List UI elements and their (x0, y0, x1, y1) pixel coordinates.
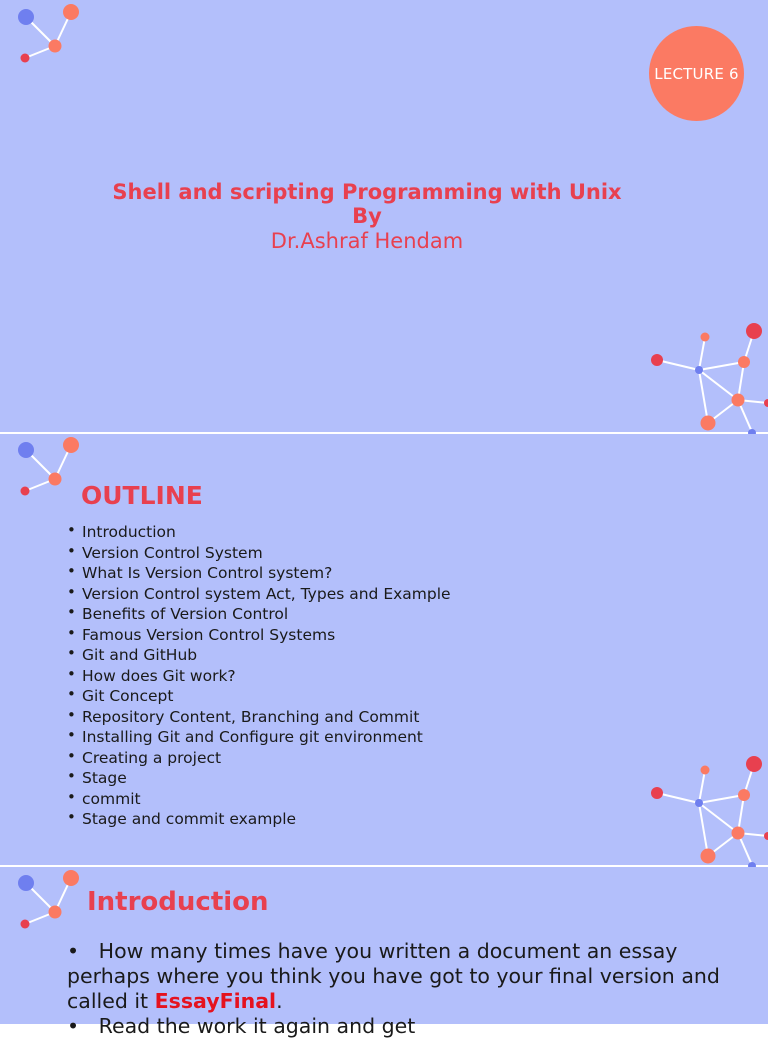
outline-item (67, 625, 451, 646)
bullet-icon: • (67, 664, 76, 683)
outline-item (67, 707, 451, 728)
outline-item-label: Creating a project (82, 748, 222, 767)
outline-item (67, 604, 451, 625)
slide-outline (0, 434, 768, 865)
bullet-icon: • (67, 685, 76, 703)
outline-item (67, 686, 451, 707)
title-block (0, 180, 734, 255)
bullet-icon: • (67, 644, 76, 662)
outline-item-label: Version Control system Act, Types and Example (82, 584, 451, 603)
outline-item (67, 809, 451, 830)
bullet-icon: • (67, 787, 76, 806)
outline-item-label: Benefits of Version Control (82, 605, 289, 623)
bullet-icon: • (67, 726, 76, 744)
paragraph-1 (67, 939, 747, 1014)
bullet-icon: • (67, 582, 76, 601)
outline-item-label: What Is Version Control system? (82, 564, 333, 582)
outline-item-label: commit (82, 789, 141, 808)
bullet-icon: • (67, 521, 76, 539)
outline-item (67, 584, 451, 605)
outline-item (67, 768, 451, 789)
outline-item (67, 666, 451, 687)
bullet-icon: • (67, 541, 76, 560)
outline-item (67, 748, 451, 769)
bullet-icon: • (67, 746, 76, 765)
outline-item-label: Git and GitHub (82, 646, 198, 664)
introduction-heading: Introduction (87, 887, 269, 917)
essayfinal-highlight: EssayFinal (154, 989, 277, 1013)
outline-item-label: Stage and commit example (82, 810, 297, 828)
outline-item (67, 563, 451, 584)
bullet-icon: • (67, 562, 76, 580)
outline-list (67, 522, 451, 830)
outline-item-label: How does Git work? (82, 666, 236, 685)
paragraph-1-text: How many times have you written a document an essay perhaps where you think you have got to your final version and called it (67, 939, 720, 1013)
introduction-body (67, 939, 747, 1039)
outline-item-label: Famous Version Control Systems (82, 625, 336, 644)
bullet-icon: • (67, 705, 76, 724)
network-decoration-icon (0, 867, 100, 937)
outline-item-label: Repository Content, Branching and Commit (82, 707, 420, 726)
slide-title (0, 0, 768, 432)
by-label: By (352, 204, 382, 228)
outline-item (67, 522, 451, 543)
bullet-icon: • (67, 767, 76, 785)
slide-introduction (0, 867, 768, 1038)
outline-item-label: Installing Git and Configure git environment (82, 728, 423, 746)
network-decoration-icon (640, 748, 768, 865)
outline-item (67, 543, 451, 564)
outline-heading: OUTLINE (81, 481, 203, 510)
outline-item (67, 789, 451, 810)
bullet-icon: • (67, 939, 80, 963)
lecture-badge: LECTURE 6 (649, 26, 744, 121)
paragraph-2 (67, 1014, 747, 1039)
outline-item-label: Version Control System (82, 543, 263, 562)
outline-item-label: Introduction (82, 523, 176, 541)
outline-item-label: Git Concept (82, 687, 174, 705)
outline-item-label: Stage (82, 769, 127, 787)
outline-item (67, 645, 451, 666)
paragraph-2-text: Read the work it again and get (98, 1014, 416, 1038)
bullet-icon: • (67, 808, 76, 826)
paragraph-1-end: . (276, 989, 283, 1013)
course-title: Shell and scripting Programming with Unix (112, 180, 622, 204)
author-name: Dr.Ashraf Hendam (270, 229, 464, 253)
bullet-icon: • (67, 603, 76, 621)
network-decoration-icon (640, 315, 768, 432)
bullet-icon: • (67, 623, 76, 642)
bullet-icon: • (67, 1014, 80, 1038)
outline-item (67, 727, 451, 748)
network-decoration-icon (0, 0, 100, 80)
